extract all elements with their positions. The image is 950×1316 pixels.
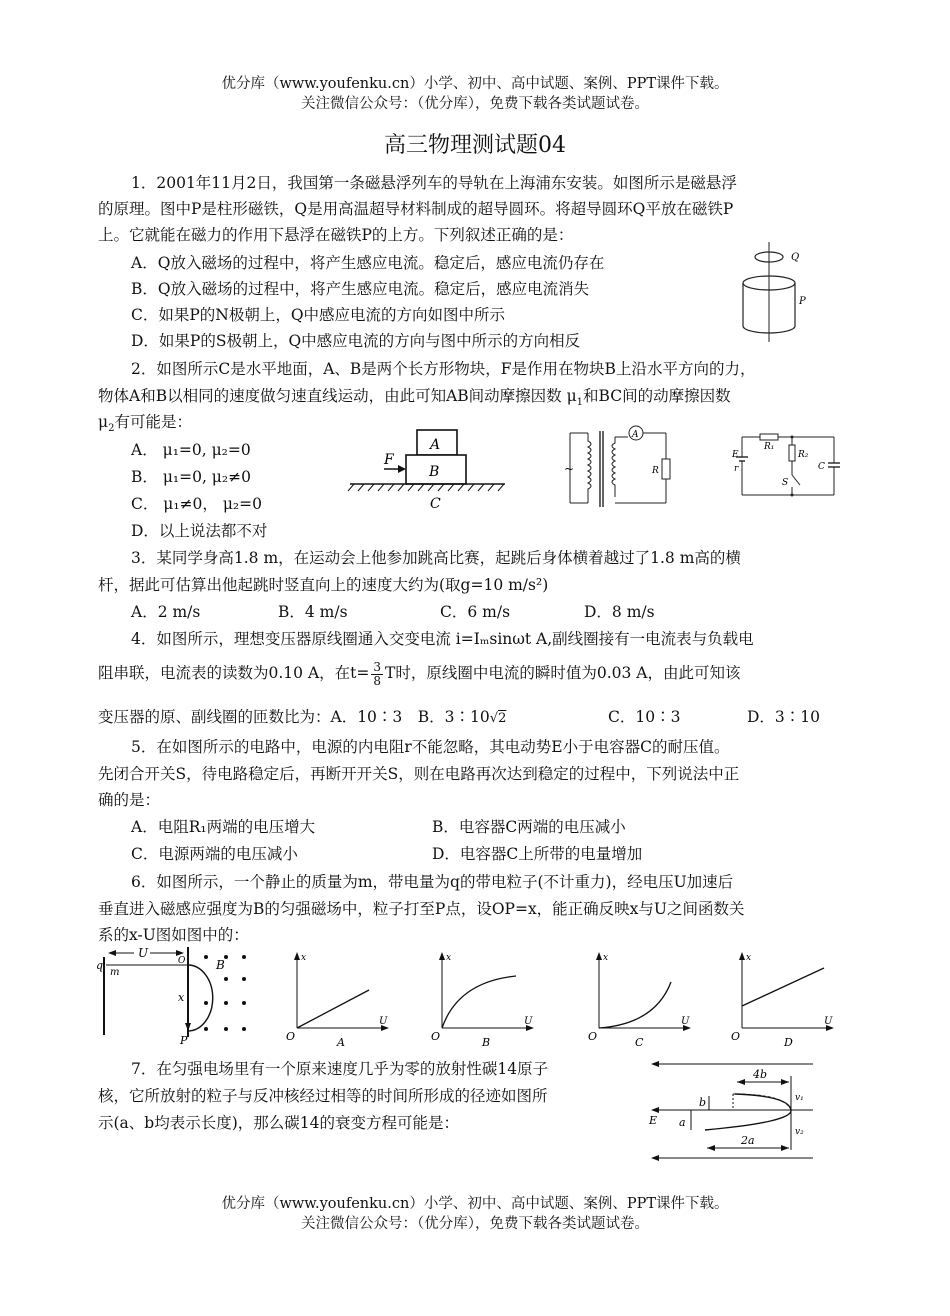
q6-graph-b [428, 948, 538, 1048]
q4-line-3-a: 变压器的原、副线圈的匝数比为：A．10∶3 B．3∶10 [98, 708, 490, 726]
q2-label-c: C [430, 496, 441, 512]
q1-label-p: P [799, 296, 806, 307]
q2-option-b: B． μ₁=0, μ₂≠0 [131, 468, 251, 486]
q2-option-d: D．以上说法都不对 [131, 522, 268, 540]
q3-option-a: A．2 m/s [131, 603, 201, 621]
q7-label-a: a [679, 1116, 686, 1129]
q2-label-f: F [384, 452, 394, 468]
q5-option-a: A．电阻R₁两端的电压增大 [131, 818, 316, 836]
q1-option-c: C．如果P的N极朝上，Q中感应电流的方向如图中所示 [131, 306, 506, 324]
q2-line-3-a: μ [98, 413, 109, 431]
q2-line-2 [98, 383, 731, 416]
q6-line-1: 6．如图所示，一个静止的质量为m，带电量为q的带电粒子(不计重力)，经电压U加速后 [131, 873, 734, 891]
transformer-ammeter-label: A [632, 430, 639, 440]
circuit-figure [730, 425, 850, 503]
q7-line-1: 7．在匀强电场里有一个原来速度几乎为零的放射性碳14原子 [131, 1060, 549, 1078]
circuit-c-label: C [818, 462, 825, 472]
graph-b-label: B [482, 1036, 491, 1049]
q4-option-d: D．3∶10 [747, 708, 821, 726]
q6-label-p: P [180, 1034, 188, 1047]
circuit-e-label: E [732, 450, 739, 460]
graph-b-u-label: U [524, 1016, 533, 1027]
graph-d-label: D [784, 1036, 793, 1049]
q5-option-b: B．电容器C两端的电压减小 [432, 818, 626, 836]
graph-a-x-label: x [301, 953, 307, 963]
q7-label-4b: 4b [753, 1068, 768, 1081]
q7-label-e: E [649, 1114, 658, 1127]
q5-line-1: 5．在如图所示的电路中，电源的内电阻r不能忽略，其电动势E小于电容器C的耐压值。 [131, 738, 730, 756]
q4-line-3 [98, 704, 506, 732]
q3-option-c: C．6 m/s [440, 603, 511, 621]
q4-fraction-den: 8 [373, 673, 381, 688]
header-line-2: 关注微信公众号：（优分库），免费下载各类试题试卷。 [301, 96, 649, 112]
q1-line-2: 的原理。图中P是柱形磁铁，Q是用高温超导材料制成的超导圆环。将超导圆环Q平放在磁铁P [98, 200, 734, 218]
graph-d-x-label: x [746, 953, 752, 963]
q2-option-c: C． μ₁≠0， μ₂=0 [131, 495, 262, 513]
q6-label-b: B [216, 958, 225, 972]
q1-option-a: A．Q放入磁场的过程中，将产生感应电流。稳定后，感应电流仍存在 [131, 254, 605, 272]
q6-label-q: q [96, 959, 104, 972]
q6-line-2: 垂直进入磁感应强度为B的匀强磁场中，粒子打至P点，设OP=x，能正确反映x与U之间函数关 [98, 900, 745, 918]
q2-label-a: A [430, 437, 441, 453]
circuit-r2-label: R₂ [798, 450, 809, 460]
graph-c-origin: O [588, 1030, 598, 1043]
q5-option-c: C．电源两端的电压减小 [131, 845, 298, 863]
graph-d-origin: O [731, 1030, 741, 1043]
graph-c-label: C [635, 1036, 644, 1049]
q4-fraction [371, 661, 383, 688]
graph-a-u-label: U [379, 1016, 388, 1027]
q2-line-3-sub: 2 [108, 423, 115, 435]
transformer-figure [560, 425, 680, 511]
q6-graph-c [585, 948, 695, 1048]
graph-a-label: A [337, 1036, 345, 1049]
q1-option-d: D．如果P的S极朝上，Q中感应电流的方向与图中所示的方向相反 [131, 332, 581, 350]
circuit-r1-label: R₁ [764, 442, 775, 452]
q3-option-b: B．4 m/s [278, 603, 348, 621]
q4-option-c: C．10∶3 [608, 708, 681, 726]
q6-line-3: 系的x-U图如图中的： [98, 926, 249, 944]
q7-label-v2: v₂ [795, 1127, 804, 1137]
q3-line-2: 杆，据此可估算出他起跳时竖直向上的速度大约为(取g=10 m/s²) [98, 576, 549, 594]
footer-line-1: 优分库（www.youfenku.cn）小学、初中、高中试题、案例、PPT课件下载。 [221, 1196, 729, 1212]
q7-line-3: 示(a、b均表示长度)，那么碳14的衰变方程可能是： [98, 1114, 459, 1132]
q6-graph-a [283, 948, 393, 1048]
q2-line-2-sub: 1 [576, 397, 584, 409]
q4-fraction-num: 3 [373, 659, 381, 674]
header-line-1: 优分库（www.youfenku.cn）小学、初中、高中试题、案例、PPT课件下载。 [221, 76, 729, 92]
circuit-s-label: S [782, 478, 789, 488]
transformer-ac-label: ~ [564, 462, 575, 476]
q7-label-2a: 2a [741, 1134, 755, 1147]
q4-sqrt-value: 2 [498, 711, 507, 726]
q2-line-2-b: 和BC间的动摩擦因数 [583, 387, 731, 405]
q4-line-2 [98, 660, 740, 688]
q6-label-x: x [178, 991, 185, 1004]
graph-b-x-label: x [446, 953, 452, 963]
q1-label-q: Q [791, 252, 800, 263]
q2-label-b: B [429, 464, 440, 480]
q1-line-3: 上。它就能在磁力的作用下悬浮在磁铁P的上方。下列叙述正确的是： [98, 226, 574, 244]
q7-label-v1: v₁ [795, 1093, 804, 1103]
q7-track-figure [645, 1058, 820, 1168]
graph-c-u-label: U [681, 1016, 690, 1027]
q4-line-1: 4．如图所示，理想变压器原线圈通入交变电流 i=Iₘsinωt A,副线圈接有一电流表与负载电 [131, 630, 754, 648]
q2-line-2-a: 物体A和B以相同的速度做匀速直线运动，由此可知AB间动摩擦因数 μ [98, 387, 577, 405]
graph-d-u-label: U [824, 1016, 833, 1027]
q3-option-d: D．8 m/s [584, 603, 655, 621]
q2-blocks-figure [340, 428, 510, 510]
q4-line-2-a: 阻串联，电流表的读数为0.10 A，在t= [98, 664, 370, 682]
q1-line-1: 1．2001年11月2日，我国第一条磁悬浮列车的导轨在上海浦东安装。如图所示是磁悬浮 [131, 174, 737, 192]
q2-option-a: A． μ₁=0, μ₂=0 [131, 441, 251, 459]
q5-line-2: 先闭合开关S，待电路稳定后，再断开开关S，则在电路再次达到稳定的过程中，下列说法中正 [98, 765, 740, 783]
q5-line-3: 确的是： [98, 791, 161, 809]
q4-sqrt: √2 [489, 711, 507, 726]
q1-option-b: B．Q放入磁场的过程中，将产生感应电流。稳定后，感应电流消失 [131, 280, 590, 298]
q7-line-2: 核，它所放射的粒子与反冲核经过相等的时间所形成的径迹如图所 [98, 1087, 548, 1105]
graph-a-origin: O [286, 1030, 296, 1043]
q6-label-m: m [110, 967, 120, 978]
graph-b-origin: O [431, 1030, 441, 1043]
transformer-resistor-label: R [652, 466, 659, 476]
q5-option-d: D．电容器C上所带的电量增加 [432, 845, 643, 863]
page-title: 高三物理测试题04 [384, 133, 566, 158]
q6-graph-d [728, 948, 838, 1048]
q6-label-o: O [178, 956, 186, 966]
footer-line-2: 关注微信公众号：（优分库），免费下载各类试题试卷。 [301, 1216, 649, 1232]
q1-magnet-figure [725, 240, 815, 345]
q2-line-3-b: 有可能是： [114, 413, 192, 431]
q2-line-1: 2．如图所示C是水平地面，A、B是两个长方形物块，F是作用在物块B上沿水平方向的力， [131, 360, 756, 378]
q6-label-u: U [138, 946, 149, 960]
q3-line-1: 3．某同学身高1.8 m，在运动会上他参加跳高比赛，起跳后身体横着越过了1.8 m高的横 [131, 549, 741, 567]
q6-particle-figure [96, 945, 256, 1045]
graph-c-x-label: x [603, 953, 609, 963]
q7-label-b: b [699, 1096, 707, 1109]
circuit-r-label: r [734, 464, 739, 474]
q4-line-2-b: T时，原线圈中电流的瞬时值为0.03 A，由此可知该 [385, 664, 741, 682]
